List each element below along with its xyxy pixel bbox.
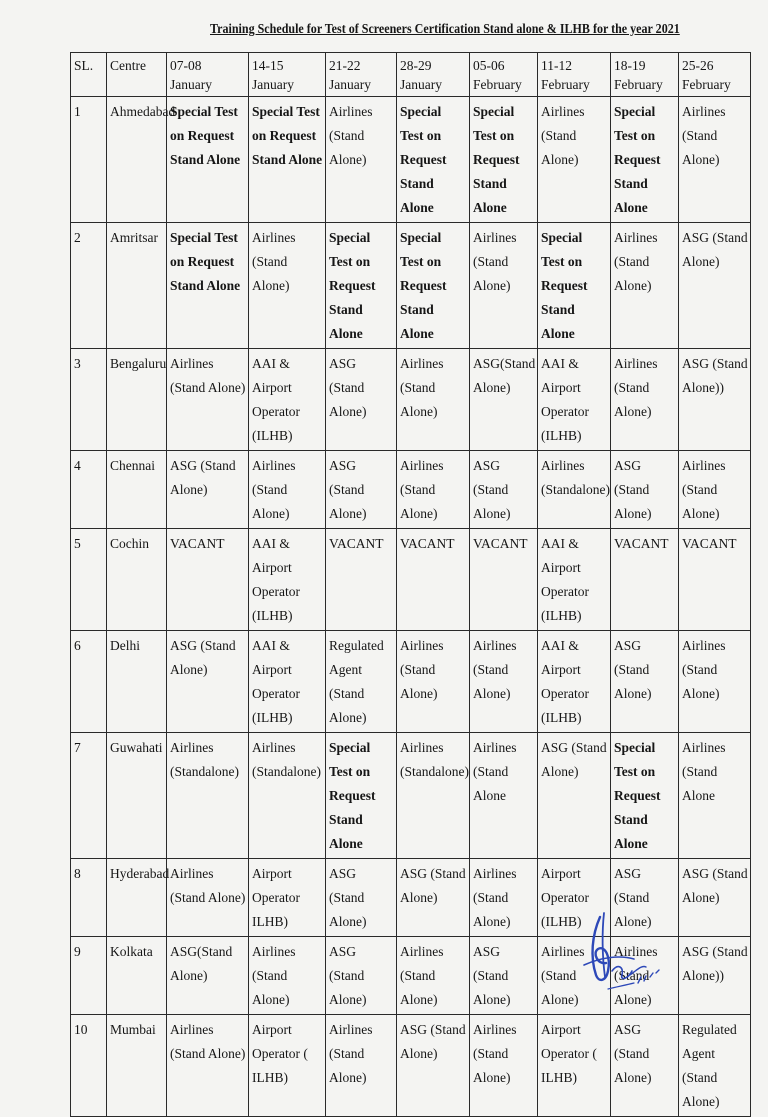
schedule-cell-text: ASG (Stand Alone) — [682, 866, 748, 905]
page-title: Training Schedule for Test of Screeners Certification Stand alone & ILHB for the year 2021 — [210, 22, 680, 37]
schedule-cell-text: Airlines (Stand Alone) — [170, 356, 246, 395]
schedule-cell — [249, 859, 326, 937]
schedule-cell — [470, 97, 538, 223]
schedule-cell-text: Airport Operator (ILHB) — [541, 866, 589, 929]
schedule-cell — [397, 733, 470, 859]
serial-number-cell: 7 — [71, 733, 107, 859]
schedule-cell — [538, 631, 611, 733]
schedule-cell — [470, 733, 538, 859]
schedule-cell — [679, 349, 751, 451]
schedule-cell-text: Airlines (Stand Alone) — [252, 230, 296, 293]
schedule-cell-text: ASG (Stand Alone) — [329, 458, 367, 521]
schedule-cell-text: Airport Operator ( ILHB) — [252, 1022, 308, 1085]
schedule-cell-text: ASG (Stand Alone)) — [682, 944, 748, 983]
signature-image — [572, 905, 682, 995]
centre-cell: Ahmedabad — [107, 97, 167, 223]
schedule-cell — [326, 859, 397, 937]
schedule-cell — [611, 223, 679, 349]
schedule-cell — [679, 631, 751, 733]
schedule-cell-text: Airlines (Stand Alone — [682, 740, 726, 803]
schedule-cell — [167, 859, 249, 937]
schedule-cell — [538, 223, 611, 349]
header-cell: 05-06 February — [470, 53, 538, 97]
schedule-cell-text: ASG (Stand Alone) — [400, 866, 466, 905]
schedule-cell-text: AAI & Airport Operator (ILHB) — [252, 638, 300, 725]
schedule-cell-text: Airlines (Stand Alone — [473, 740, 517, 803]
schedule-cell-text: Airport Operator ILHB) — [252, 866, 300, 929]
serial-number-cell: 2 — [71, 223, 107, 349]
schedule-cell-text: Airlines (Stand Alone) — [400, 638, 444, 701]
schedule-cell — [470, 1015, 538, 1117]
centre-cell: Delhi — [107, 631, 167, 733]
header-cell: 14-15 January — [249, 53, 326, 97]
schedule-cell-text: Airlines (Standalone) — [170, 740, 239, 779]
schedule-cell-text: Airlines (Stand Alone) — [682, 104, 726, 167]
schedule-cell-text: Airlines (Stand Alone) — [252, 944, 296, 1007]
schedule-cell-text: VACANT — [400, 536, 455, 551]
schedule-cell-text: Airlines (Stand Alone) — [614, 944, 658, 1007]
schedule-cell-text: Special Test on Request Stand Alone — [614, 740, 661, 851]
header-cell: 25-26 February — [679, 53, 751, 97]
schedule-cell-text: Airlines (Stand Alone) — [400, 944, 444, 1007]
schedule-cell — [470, 529, 538, 631]
schedule-cell — [611, 631, 679, 733]
schedule-cell — [538, 349, 611, 451]
schedule-cell-text: Airlines (Stand Alone) — [473, 866, 517, 929]
schedule-cell-text: VACANT — [682, 536, 737, 551]
table-row — [71, 451, 751, 529]
schedule-cell — [611, 451, 679, 529]
schedule-cell-text: ASG (Stand Alone) — [541, 740, 607, 779]
schedule-cell-text: ASG (Stand Alone) — [473, 458, 511, 521]
schedule-cell-text: AAI & Airport Operator (ILHB) — [252, 536, 300, 623]
schedule-cell — [470, 631, 538, 733]
header-cell: Centre — [107, 53, 167, 97]
schedule-cell — [326, 733, 397, 859]
schedule-cell-text: ASG(Stand Alone) — [170, 944, 233, 983]
schedule-cell-text: Airlines (Stand Alone) — [400, 458, 444, 521]
schedule-cell-text: Airlines (Stand Alone) — [473, 230, 517, 293]
schedule-cell — [249, 529, 326, 631]
serial-number-cell: 10 — [71, 1015, 107, 1117]
schedule-cell — [470, 937, 538, 1015]
schedule-cell-text: ASG (Stand Alone) — [329, 356, 367, 419]
schedule-cell-text: ASG (Stand Alone) — [170, 458, 236, 497]
schedule-cell-text: Airlines (Stand Alone) — [614, 356, 658, 419]
schedule-cell — [326, 223, 397, 349]
schedule-cell-text: ASG (Stand Alone) — [400, 1022, 466, 1061]
schedule-cell — [326, 451, 397, 529]
schedule-cell — [167, 631, 249, 733]
schedule-cell — [679, 451, 751, 529]
table-row — [71, 529, 751, 631]
schedule-cell — [611, 529, 679, 631]
schedule-cell — [167, 937, 249, 1015]
schedule-cell — [611, 1015, 679, 1117]
schedule-cell — [167, 349, 249, 451]
header-cell: SL. — [71, 53, 107, 97]
schedule-cell — [326, 97, 397, 223]
schedule-cell — [397, 223, 470, 349]
header-cell: 28-29 January — [397, 53, 470, 97]
schedule-cell — [538, 529, 611, 631]
schedule-cell-text: AAI & Airport Operator (ILHB) — [541, 536, 589, 623]
schedule-cell — [679, 1015, 751, 1117]
schedule-cell-text: Airlines (Stand Alone) — [400, 356, 444, 419]
schedule-cell-text: ASG (Stand Alone)) — [682, 356, 748, 395]
schedule-cell-text: Airlines (Stand Alone) — [682, 638, 726, 701]
header-cell: 11-12 February — [538, 53, 611, 97]
centre-cell: Kolkata — [107, 937, 167, 1015]
schedule-cell — [611, 349, 679, 451]
schedule-cell-text: Special Test on Request Stand Alone — [329, 230, 376, 341]
schedule-cell — [538, 733, 611, 859]
serial-number-cell: 8 — [71, 859, 107, 937]
schedule-cell-text: VACANT — [170, 536, 225, 551]
schedule-cell-text: Airlines (Stand Alone) — [473, 1022, 517, 1085]
schedule-cell-text: Airlines (Standalone) — [541, 458, 610, 497]
schedule-cell — [538, 1015, 611, 1117]
table-row — [71, 223, 751, 349]
schedule-cell-text: Airlines (Stand Alone) — [252, 458, 296, 521]
schedule-cell — [397, 1015, 470, 1117]
schedule-cell-text: Airlines (Stand Alone) — [329, 1022, 373, 1085]
schedule-cell — [167, 733, 249, 859]
schedule-cell — [167, 1015, 249, 1117]
schedule-cell — [167, 223, 249, 349]
schedule-cell-text: ASG (Stand Alone) — [614, 458, 652, 521]
schedule-cell-text: Special Test on Request Stand Alone — [170, 230, 241, 293]
schedule-cell — [249, 1015, 326, 1117]
schedule-cell — [679, 733, 751, 859]
header-cell: 18-19 February — [611, 53, 679, 97]
schedule-cell-text: Airport Operator ( ILHB) — [541, 1022, 597, 1085]
schedule-cell-text: Regulated Agent (Stand Alone) — [682, 1022, 737, 1109]
schedule-cell — [397, 97, 470, 223]
schedule-cell-text: ASG (Stand Alone) — [614, 638, 652, 701]
schedule-cell-text: Airlines (Stand Alone) — [473, 638, 517, 701]
schedule-cell-text: ASG (Stand Alone) — [329, 944, 367, 1007]
serial-number-cell: 5 — [71, 529, 107, 631]
schedule-cell — [249, 451, 326, 529]
schedule-cell-text: ASG (Stand Alone) — [170, 638, 236, 677]
schedule-cell — [326, 937, 397, 1015]
schedule-cell-text: VACANT — [614, 536, 669, 551]
schedule-cell — [679, 859, 751, 937]
schedule-cell — [326, 349, 397, 451]
schedule-cell — [397, 631, 470, 733]
centre-cell: Cochin — [107, 529, 167, 631]
schedule-cell-text: Airlines (Stand Alone) — [541, 944, 585, 1007]
schedule-cell-text: ASG (Stand Alone) — [473, 944, 511, 1007]
schedule-cell-text: Airlines (Stand Alone) — [170, 866, 246, 905]
schedule-cell — [167, 451, 249, 529]
schedule-cell-text: Special Test on Request Stand Alone — [400, 230, 447, 341]
schedule-cell-text: Special Test on Request Stand Alone — [252, 104, 323, 167]
schedule-cell-text: VACANT — [329, 536, 384, 551]
serial-number-cell: 4 — [71, 451, 107, 529]
schedule-cell-text: Special Test on Request Stand Alone — [329, 740, 376, 851]
table-row — [71, 631, 751, 733]
centre-cell: Mumbai — [107, 1015, 167, 1117]
table-row — [71, 97, 751, 223]
schedule-cell — [611, 97, 679, 223]
table-header-row — [71, 53, 751, 97]
schedule-cell-text: Airlines (Stand Alone) — [329, 104, 373, 167]
schedule-cell-text: Airlines (Standalone) — [400, 740, 469, 779]
schedule-cell — [679, 223, 751, 349]
centre-cell: Hyderabad — [107, 859, 167, 937]
table-row — [71, 349, 751, 451]
serial-number-cell: 1 — [71, 97, 107, 223]
schedule-cell — [249, 733, 326, 859]
schedule-cell — [326, 1015, 397, 1117]
schedule-cell-text: Regulated Agent (Stand Alone) — [329, 638, 384, 725]
schedule-cell — [167, 97, 249, 223]
schedule-cell-text: Airlines (Stand Alone) — [170, 1022, 246, 1061]
schedule-cell-text: Special Test on Request Stand Alone — [614, 104, 661, 215]
schedule-cell — [397, 451, 470, 529]
header-cell: 21-22 January — [326, 53, 397, 97]
schedule-cell-text: Airlines (Stand Alone) — [614, 230, 658, 293]
schedule-cell-text: ASG (Stand Alone) — [682, 230, 748, 269]
schedule-cell-text: Airlines (Stand Alone) — [541, 104, 585, 167]
header-cell: 07-08 January — [167, 53, 249, 97]
schedule-cell-text: AAI & Airport Operator (ILHB) — [541, 356, 589, 443]
centre-cell: Guwahati — [107, 733, 167, 859]
schedule-cell-text: ASG (Stand Alone) — [329, 866, 367, 929]
schedule-cell — [470, 859, 538, 937]
schedule-cell-text: Special Test on Request Stand Alone — [541, 230, 588, 341]
schedule-cell-text: ASG (Stand Alone) — [614, 1022, 652, 1085]
schedule-cell — [679, 937, 751, 1015]
schedule-cell-text: Special Test on Request Stand Alone — [170, 104, 241, 167]
schedule-cell — [249, 223, 326, 349]
schedule-cell — [326, 529, 397, 631]
schedule-cell — [397, 859, 470, 937]
centre-cell: Bengaluru — [107, 349, 167, 451]
serial-number-cell: 9 — [71, 937, 107, 1015]
schedule-cell-text: AAI & Airport Operator (ILHB) — [252, 356, 300, 443]
schedule-cell — [470, 223, 538, 349]
schedule-cell — [249, 937, 326, 1015]
schedule-cell — [679, 529, 751, 631]
schedule-cell-text: VACANT — [473, 536, 528, 551]
schedule-cell-text: Airlines (Standalone) — [252, 740, 321, 779]
schedule-cell-text: AAI & Airport Operator (ILHB) — [541, 638, 589, 725]
table-row — [71, 1015, 751, 1117]
schedule-cell — [326, 631, 397, 733]
centre-cell: Amritsar — [107, 223, 167, 349]
schedule-cell — [470, 451, 538, 529]
schedule-cell — [397, 349, 470, 451]
centre-cell: Chennai — [107, 451, 167, 529]
schedule-cell — [538, 97, 611, 223]
schedule-cell — [249, 631, 326, 733]
schedule-cell-text: Airlines (Stand Alone) — [682, 458, 726, 521]
schedule-cell — [397, 529, 470, 631]
schedule-cell — [679, 97, 751, 223]
schedule-cell — [167, 529, 249, 631]
schedule-cell — [249, 349, 326, 451]
serial-number-cell: 3 — [71, 349, 107, 451]
schedule-cell — [397, 937, 470, 1015]
schedule-cell — [611, 733, 679, 859]
schedule-cell — [470, 349, 538, 451]
serial-number-cell: 6 — [71, 631, 107, 733]
schedule-cell-text: Special Test on Request Stand Alone — [400, 104, 447, 215]
schedule-cell-text: ASG (Stand Alone) — [614, 866, 652, 929]
schedule-cell-text: Special Test on Request Stand Alone — [473, 104, 520, 215]
schedule-cell — [249, 97, 326, 223]
table-row — [71, 733, 751, 859]
schedule-cell — [538, 451, 611, 529]
schedule-cell-text: ASG(Stand Alone) — [473, 356, 536, 395]
